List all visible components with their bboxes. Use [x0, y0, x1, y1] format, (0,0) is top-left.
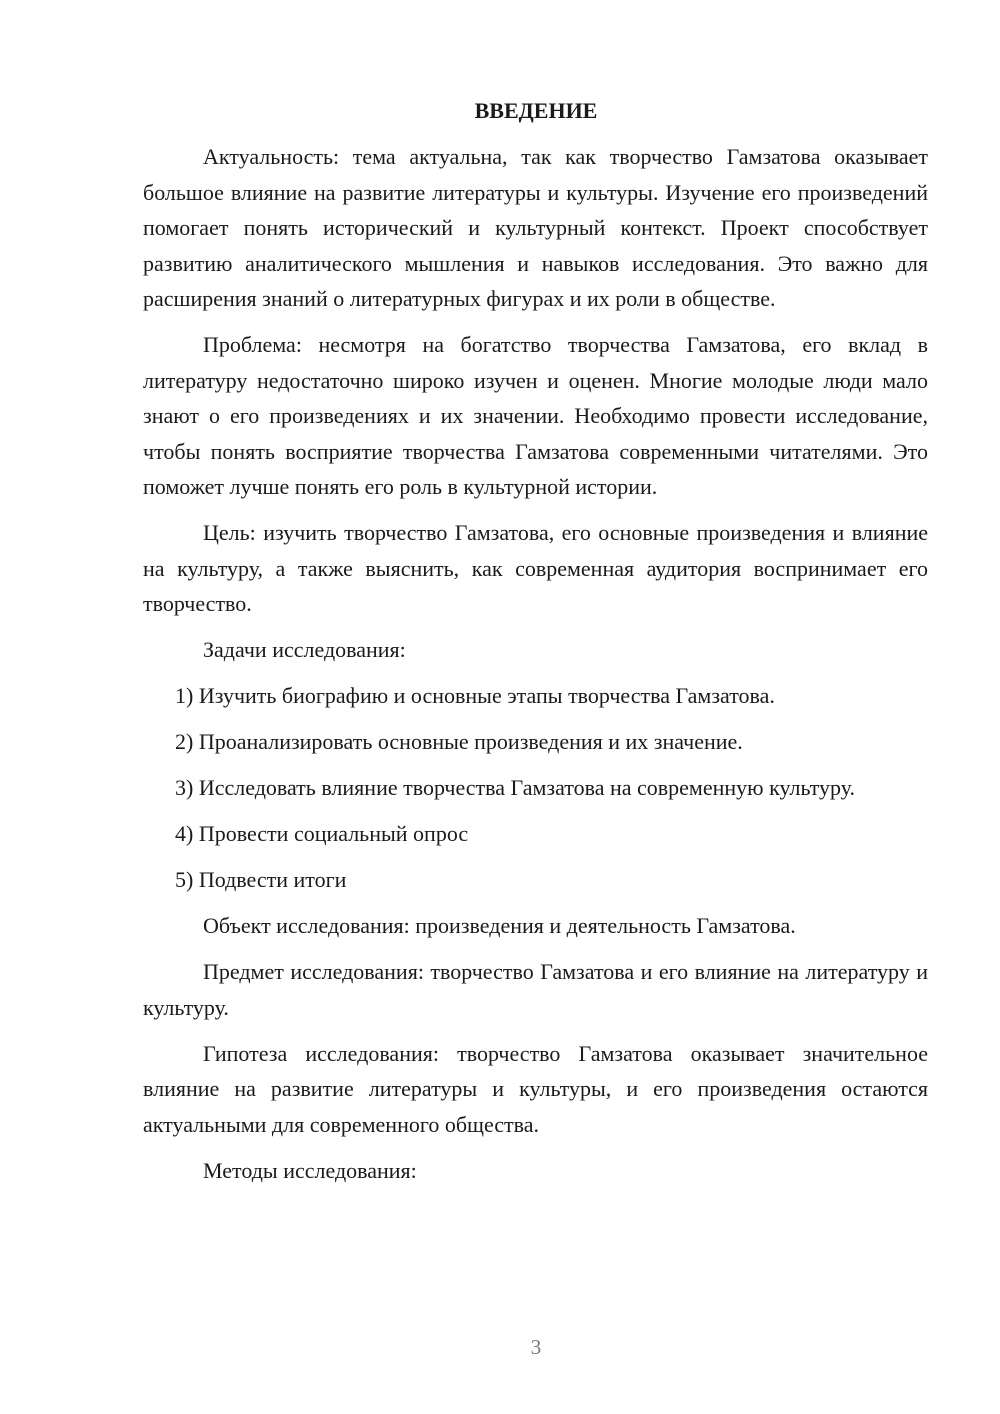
- task-item: 1) Изучить биографию и основные этапы творчества Гамзатова.: [175, 683, 775, 708]
- paragraph-problem: Проблема: несмотря на богатство творчества Гамзатова, его вклад в литературу недостаточно широко изучен и оценен. Многие молодые люди мало знают о его произведениях и их значении. Необходимо провести исследование, чтобы понять восприятие творчества Гамзатова современными читателями. Это поможет лучше понять его роль в культурной истории.: [143, 332, 928, 499]
- paragraph-hypothesis: Гипотеза исследования: творчество Гамзатова оказывает значительное влияние на развитие литературы и культуры, и его произведения остаются актуальными для современного общества.: [143, 1040, 928, 1137]
- paragraph-object: Объект исследования: произведения и деятельность Гамзатова.: [203, 913, 796, 938]
- task-item: 4) Провести социальный опрос: [175, 821, 469, 846]
- paragraph-goal: Цель: изучить творчество Гамзатова, его основные произведения и влияние на культуру, а также выяснить, как современная аудитория воспринимает его творчество.: [143, 520, 928, 616]
- task-item: 2) Проанализировать основные произведения и их значение.: [175, 729, 743, 754]
- task-item: 3) Исследовать влияние творчества Гамзатова на современную культуру.: [175, 775, 856, 800]
- paragraph-methods: Методы исследования:: [203, 1157, 417, 1183]
- paragraph-subject: Предмет исследования: творчество Гамзатова и его влияние на литературу и культуру.: [143, 959, 928, 1020]
- paragraph-tasks-heading: Задачи исследования:: [203, 637, 406, 662]
- task-item: 5) Подвести итоги: [175, 867, 347, 892]
- page-number: 3: [530, 1335, 542, 1359]
- paragraph-relevance: Актуальность: тема актуальна, так как творчество Гамзатова оказывает большое влияние на развитие литературы и культуры. Изучение его произведений помогает понять исторический и культурный контекст. Проект способствует развитию аналитического мышления и навыков исследования. Это важно для расширения знаний о литературных фигурах и их роли в обществе.: [143, 144, 928, 311]
- document-body: [143, 139, 928, 1199]
- section-heading: ВВЕДЕНИЕ: [474, 98, 598, 123]
